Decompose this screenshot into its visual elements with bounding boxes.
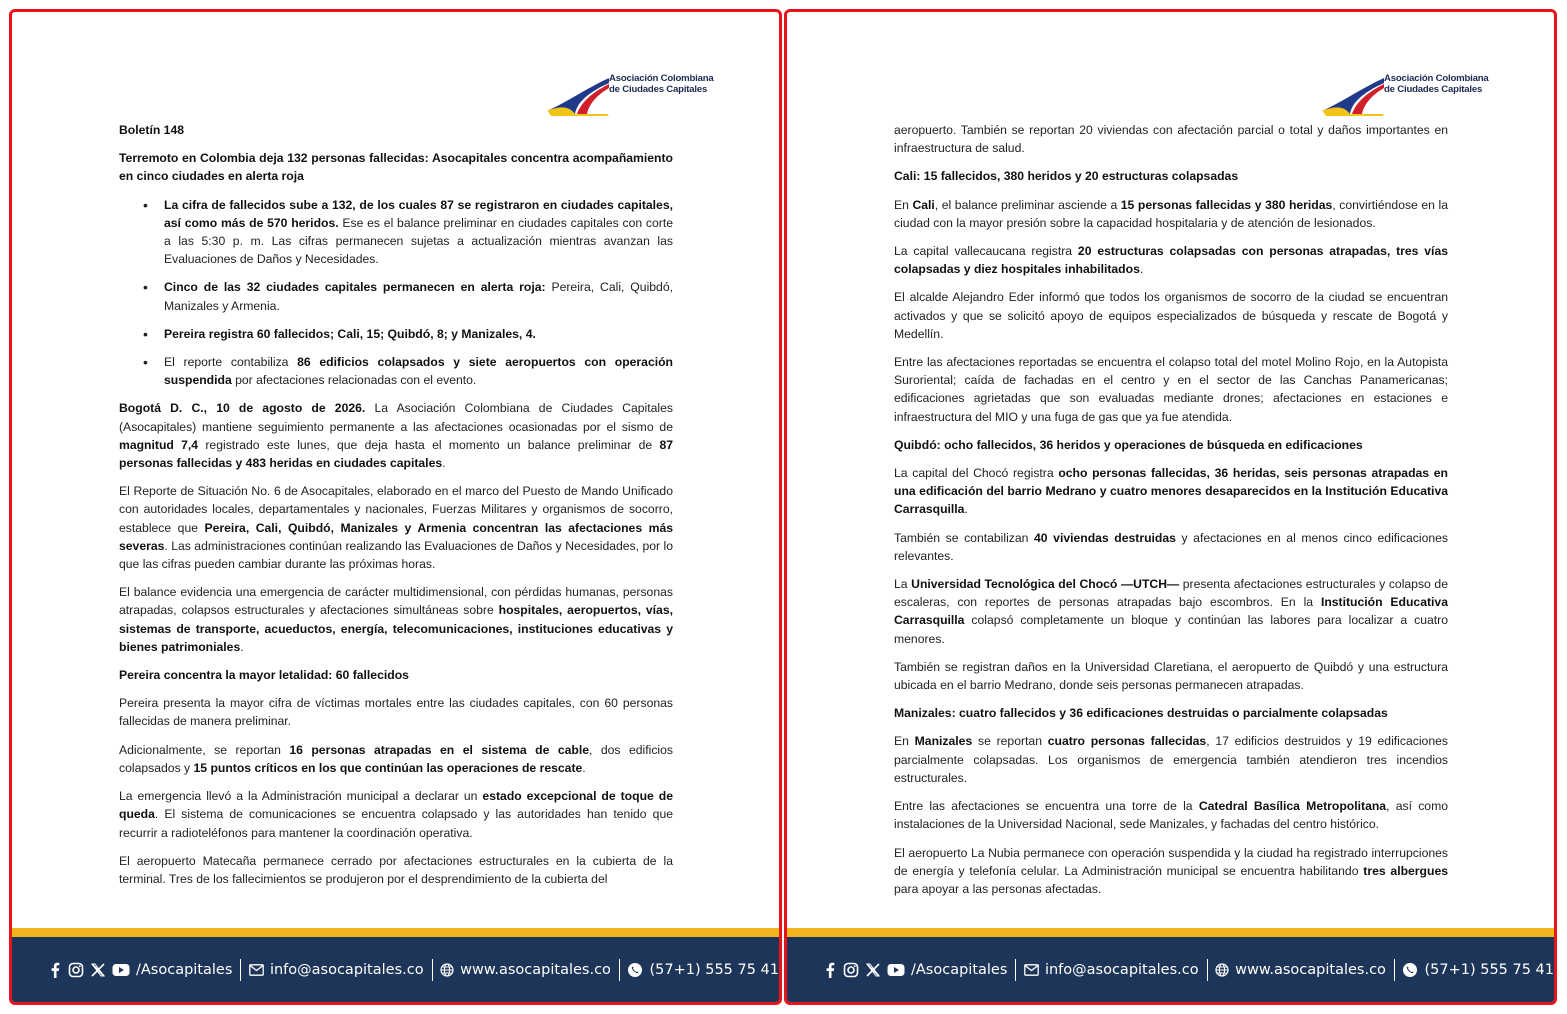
website-link[interactable]: www.asocapitales.co bbox=[460, 961, 611, 978]
page-2-content bbox=[894, 121, 1448, 908]
logo-line-1: Asociación Colombiana bbox=[609, 73, 714, 84]
paragraph: También se registran daños en la Universidad Claretiana, el aeropuerto de Quibdó y una estructura ubicada en el barrio Medrano, donde seis personas permanecen atrapadas. bbox=[894, 659, 1448, 693]
logo-line-1: Asociación Colombiana bbox=[1384, 73, 1489, 84]
paragraph: El alcalde Alejandro Eder informó que todos los organismos de socorro de la ciudad se encuentran activados y que se solicitó apoyo de equipos especializados de búsqueda y rescate de Bogotá y Medellín. bbox=[894, 290, 1448, 341]
instagram-icon[interactable] bbox=[68, 962, 84, 978]
document-page-1 bbox=[9, 9, 782, 1005]
paragraph: La Universidad Tecnológica del Chocó —UTCH— presenta afectaciones estructurales y colapso de escaleras, con reportes de personas atrapadas bajo escombros. En la Institución Educativa Carrasquilla colapsó completamente un bloque y continúan las labores para localizar a cuatro menores. bbox=[894, 577, 1448, 646]
section-heading-manizales: Manizales: cuatro fallecidos y 36 edificaciones destruidas o parcialmente colapsadas bbox=[894, 706, 1388, 721]
headline: Terremoto en Colombia deja 132 personas fallecidas: Asocapitales concentra acompañamiento en cinco ciudades en alerta roja bbox=[119, 151, 673, 184]
paragraph: Pereira presenta la mayor cifra de víctimas mortales entre las ciudades capitales, con 60 personas fallecidas de manera preliminar. bbox=[119, 696, 673, 729]
paragraph: aeropuerto. También se reportan 20 viviendas con afectación parcial o total y daños importantes en infraestructura de salud. bbox=[894, 123, 1448, 156]
logo-text bbox=[1384, 74, 1489, 95]
logo-line-2: de Ciudades Capitales bbox=[1384, 83, 1483, 95]
paragraph: Bogotá D. C., 10 de agosto de 2026. La Asociación Colombiana de Ciudades Capitales (Asocapitales) mantiene seguimiento permanente a las afectaciones ocasionadas por el sismo de magnitud 7,4 registrado este lunes, que deja hasta el momento un balance preliminar de 87 personas fallecidas y 483 heridas en ciudades capitales. bbox=[119, 401, 673, 471]
paragraph: En Cali, el balance preliminar asciende a 15 personas fallecidas y 380 heridas, convirtiéndose en la ciudad con la mayor presión sobre la capacidad hospitalaria y de atención de lesionados. bbox=[894, 197, 1448, 230]
asocapitales-logo bbox=[1322, 70, 1502, 120]
logo-swoosh-icon bbox=[547, 70, 609, 120]
social-handle[interactable]: /Asocapitales bbox=[911, 961, 1008, 978]
section-heading-quibdo: Quibdó: ocho fallecidos, 36 heridos y operaciones de búsqueda en edificaciones bbox=[894, 437, 1363, 452]
phone-number[interactable]: (57+1) 555 75 41 bbox=[1424, 961, 1555, 978]
phone-number[interactable]: (57+1) 555 75 41 bbox=[649, 961, 780, 978]
divider bbox=[1207, 959, 1208, 981]
mail-icon bbox=[249, 964, 264, 976]
divider bbox=[619, 959, 620, 981]
bullet-item: • El reporte contabiliza 86 edificios colapsados y siete aeropuertos con operación suspendida por afectaciones relacionadas con el evento. bbox=[164, 353, 673, 389]
divider bbox=[1394, 959, 1395, 981]
email-link[interactable]: info@asocapitales.co bbox=[269, 961, 424, 978]
facebook-icon[interactable] bbox=[823, 962, 837, 978]
paragraph: La emergencia llevó a la Administración municipal a declarar un estado excepcional de toque de queda. El sistema de comunicaciones se encuentra colapsado y las autoridades han tenido que recurrir a radioteléfonos para mantener la coordinación operativa. bbox=[119, 789, 673, 840]
globe-icon bbox=[440, 963, 454, 977]
whatsapp-icon bbox=[1402, 962, 1418, 978]
bullet-item: • Pereira registra 60 fallecidos; Cali, 15; Quibdó, 8; y Manizales, 4. bbox=[164, 325, 673, 343]
section-heading-cali: Cali: 15 fallecidos, 380 heridos y 20 estructuras colapsadas bbox=[894, 169, 1239, 184]
paragraph: La capital del Chocó registra ocho personas fallecidas, 36 heridas, seis personas atrapadas en una edificación del barrio Medrano y cuatro menores desaparecidos en la Institución Educativa Carrasquilla. bbox=[894, 466, 1448, 517]
paragraph: El aeropuerto Matecaña permanece cerrado por afectaciones estructurales en la cubierta de la terminal. Tres de los fallecimientos se produjeron por el desprendimiento de la cubierta del bbox=[119, 853, 673, 886]
social-handle[interactable]: /Asocapitales bbox=[136, 961, 233, 978]
youtube-icon[interactable] bbox=[112, 963, 130, 977]
bullet-item: • La cifra de fallecidos sube a 132, de los cuales 87 se registraron en ciudades capitales, así como más de 570 heridos. Ese es el balance preliminar en ciudades capitales con corte a las 5:30 p. m. Las cifras permanecen sujetas a actualización mientras avanzan las Evaluaciones de Daños y Necesidades. bbox=[164, 196, 673, 269]
paragraph: Entre las afectaciones se encuentra una torre de la Catedral Basílica Metropolitana, así como instalaciones de la Universidad Nacional, sede Manizales, y fachadas del centro histórico. bbox=[894, 799, 1449, 832]
divider bbox=[432, 959, 433, 981]
footer-bar bbox=[12, 937, 779, 1002]
page-1-content bbox=[119, 121, 673, 898]
x-icon[interactable] bbox=[865, 962, 881, 978]
logo-swoosh-icon bbox=[1322, 70, 1384, 120]
footer-stripe bbox=[12, 928, 779, 937]
logo-line-2: de Ciudades Capitales bbox=[609, 83, 708, 95]
globe-icon bbox=[1215, 963, 1229, 977]
section-heading-pereira: Pereira concentra la mayor letalidad: 60 fallecidos bbox=[119, 668, 409, 683]
paragraph: La capital vallecaucana registra 20 estructuras colapsadas con personas atrapadas, tres vías colapsadas y diez hospitales inhabilitados. bbox=[894, 244, 1448, 277]
instagram-icon[interactable] bbox=[843, 962, 859, 978]
x-icon[interactable] bbox=[90, 962, 106, 978]
divider bbox=[1015, 959, 1016, 981]
paragraph: Adicionalmente, se reportan 16 personas atrapadas en el sistema de cable, dos edificios colapsados y 15 puntos críticos en los que continúan las operaciones de rescate. bbox=[119, 742, 673, 775]
youtube-icon[interactable] bbox=[887, 963, 905, 977]
footer-stripe bbox=[787, 928, 1554, 937]
paragraph: El Reporte de Situación No. 6 de Asocapitales, elaborado en el marco del Puesto de Mando Unificado con autoridades locales, departamentales y nacionales, Fuerzas Militares y organismos de socorro, establece que Pereira, Cali, Quibdó, Manizales y Armenia concentran las afectaciones más severas. Las administraciones continúan realizando las Evaluaciones de Daños y Necesidades, por lo que las cifras pueden cambiar durante las próximas horas. bbox=[119, 484, 673, 572]
paragraph: En Manizales se reportan cuatro personas fallecidas, 17 edificios destruidos y 19 edificaciones parcialmente colapsadas. Los organismos de emergencia también atendieron tres incendios estructurales. bbox=[894, 734, 1448, 785]
bulletin-number: Boletín 148 bbox=[119, 123, 185, 137]
bullet-item: • Cinco de las 32 ciudades capitales permanecen en alerta roja: Pereira, Cali, Quibdó, Manizales y Armenia. bbox=[164, 278, 673, 314]
email-link[interactable]: info@asocapitales.co bbox=[1044, 961, 1199, 978]
whatsapp-icon bbox=[627, 962, 643, 978]
divider bbox=[240, 959, 241, 981]
paragraph: El aeropuerto La Nubia permanece con operación suspendida y la ciudad ha registrado interrupciones de energía y telefonía celular. La Administración municipal se encuentra habilitando tres albergues para apoyar a las personas afectadas. bbox=[894, 845, 1448, 896]
document-page-2 bbox=[784, 9, 1557, 1005]
mail-icon bbox=[1024, 964, 1039, 976]
paragraph: El balance evidencia una emergencia de carácter multidimensional, con pérdidas humanas, personas atrapadas, colapsos estructurales y afectaciones simultáneas sobre hospitales, aeropuertos, vías, sistemas de transporte, acueductos, energía, telecomunicaciones, instituciones educativas y bienes patrimoniales. bbox=[119, 585, 673, 654]
paragraph: Entre las afectaciones reportadas se encuentra el colapso total del motel Molino Rojo, en la Autopista Suroriental; caída de fachadas en el centro y en el sector de las Canchas Panamericanas; edificaciones agrietadas que son evaluadas mediante drones; afectaciones en estaciones e infraestructura del MIO y una fuga de gas que ya fue atendida. bbox=[894, 355, 1448, 424]
summary-bullets bbox=[119, 196, 673, 390]
logo-text bbox=[609, 74, 714, 95]
website-link[interactable]: www.asocapitales.co bbox=[1235, 961, 1386, 978]
paragraph: También se contabilizan 40 viviendas destruidas y afectaciones en al menos cinco edificaciones relevantes. bbox=[894, 530, 1448, 563]
facebook-icon[interactable] bbox=[48, 962, 62, 978]
footer-bar bbox=[787, 937, 1554, 1002]
asocapitales-logo bbox=[547, 70, 727, 120]
